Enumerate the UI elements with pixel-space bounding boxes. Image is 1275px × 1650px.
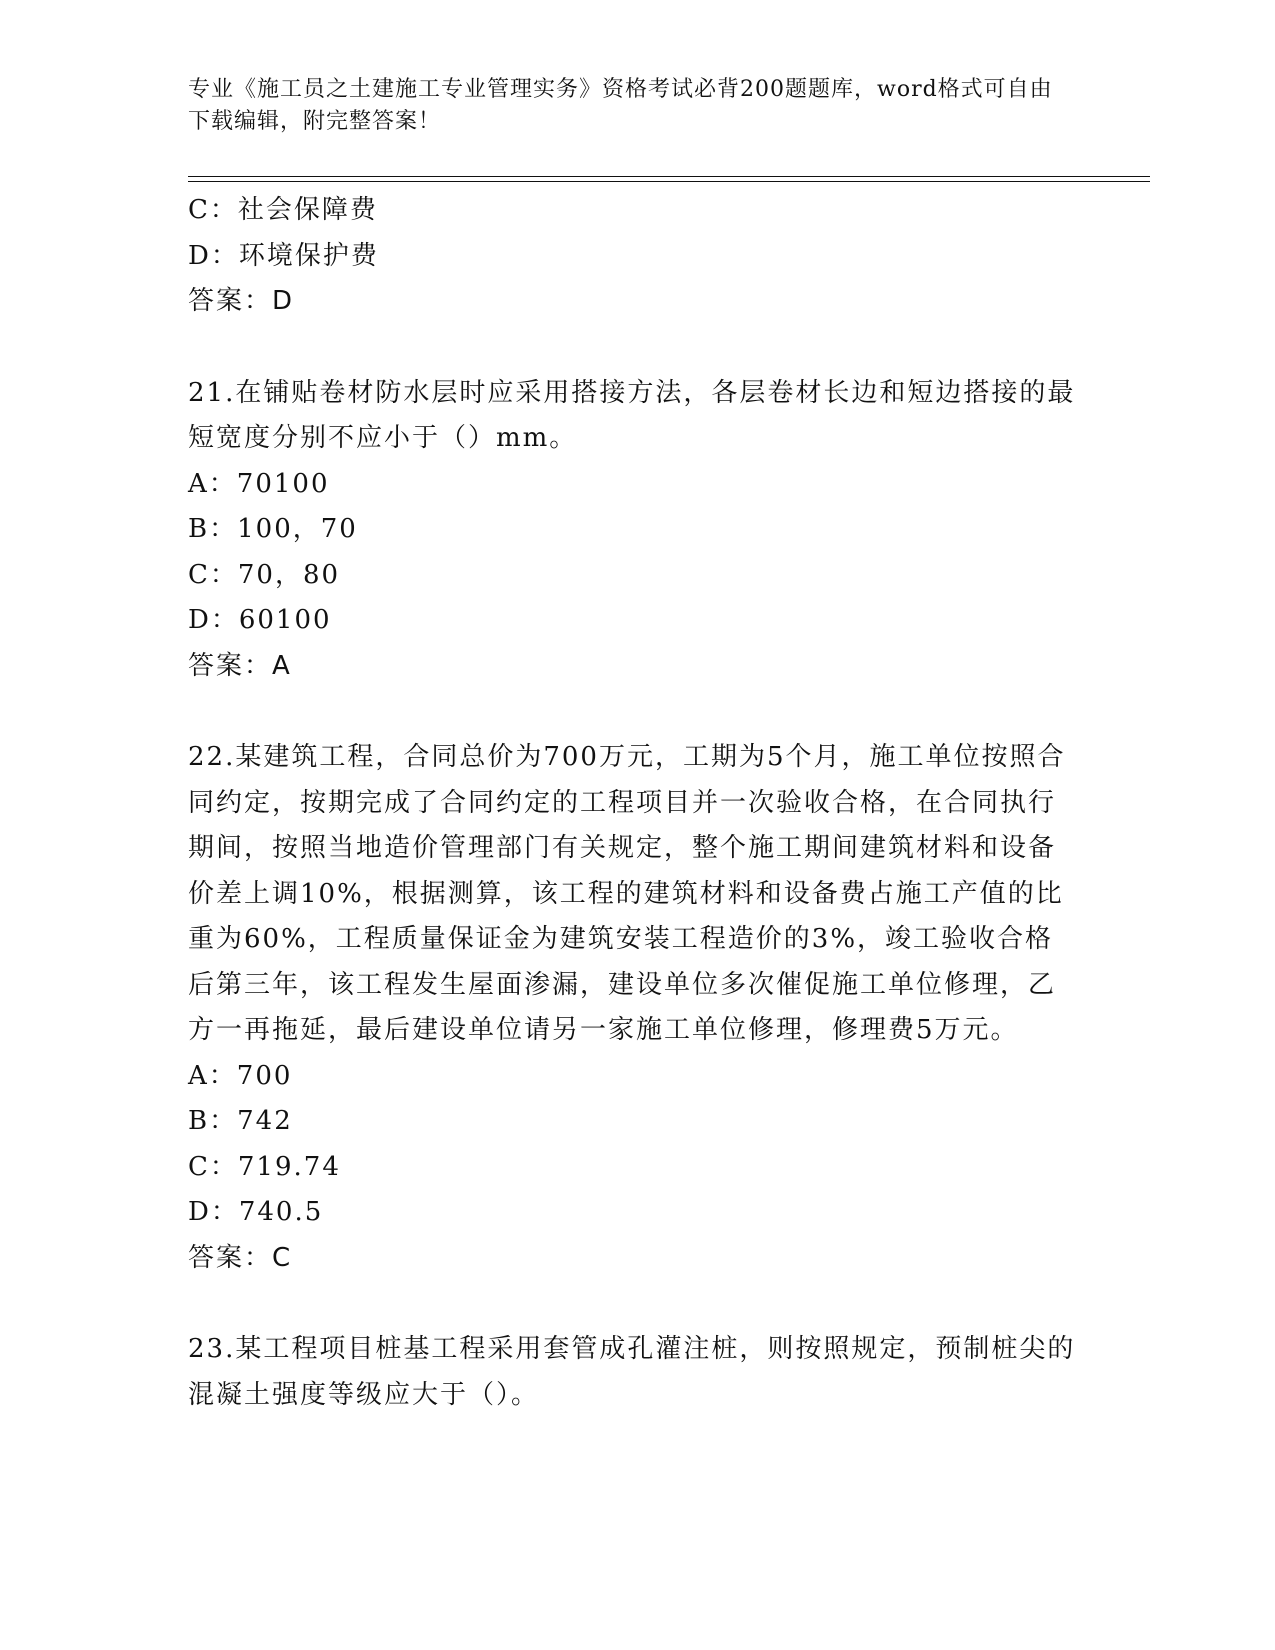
- header-rule-bottom: [188, 181, 1150, 182]
- spacer: [188, 1281, 1078, 1327]
- q22-option-d: D：740.5: [188, 1197, 324, 1227]
- q22-answer: 答案：C: [188, 1242, 293, 1273]
- q20-answer: 答案：D: [188, 286, 295, 316]
- document-header: 专业《施工员之土建施工专业管理实务》资格考试必背200题题库，word格式可自由下载编辑，附完整答案！: [188, 77, 1053, 134]
- q22-option-b: B：742: [188, 1106, 293, 1136]
- q23-stem: 23.某工程项目桩基工程采用套管成孔灌注桩，则按照规定，预制桩尖的混凝土强度等级应大于（）。: [188, 1334, 1076, 1410]
- q20-option-c: C：社会保障费: [188, 195, 378, 225]
- document-body: [188, 188, 1078, 1418]
- spacer: [188, 689, 1078, 735]
- q21-option-a: A：70100: [188, 468, 330, 499]
- q21-answer: 答案：A: [188, 650, 292, 681]
- q22-stem: 22.某建筑工程，合同总价为700万元，工期为5个月，施工单位按照合同约定，按期完成了合同约定的工程项目并一次验收合格，在合同执行期间，按照当地造价管理部门有关规定，整个施工期间建筑材料和设备价差上调10%，根据测算，该工程的建筑材料和设备费占施工产值的比重为60%，工程质量保证金为建筑安装工程造价的3%，竣工验收合格后第三年，该工程发生屋面渗漏，建设单位多次催促施工单位修理，乙方一再拖延，最后建设单位请另一家施工单位修理，修理费5万元。: [188, 742, 1066, 1045]
- spacer: [188, 325, 1078, 371]
- q21-option-d: D：60100: [188, 605, 332, 635]
- q21-option-c: C：70，80: [188, 559, 341, 590]
- q22-option-c: C：719.74: [188, 1151, 341, 1182]
- q21-option-b: B：100，70: [188, 514, 358, 544]
- header-rule-top: [188, 176, 1150, 177]
- q21-stem: 21.在铺贴卷材防水层时应采用搭接方法，各层卷材长边和短边搭接的最短宽度分别不应小于（）mm。: [188, 377, 1076, 453]
- q20-option-d: D：环境保护费: [188, 240, 379, 271]
- q22-option-a: A：700: [188, 1060, 293, 1091]
